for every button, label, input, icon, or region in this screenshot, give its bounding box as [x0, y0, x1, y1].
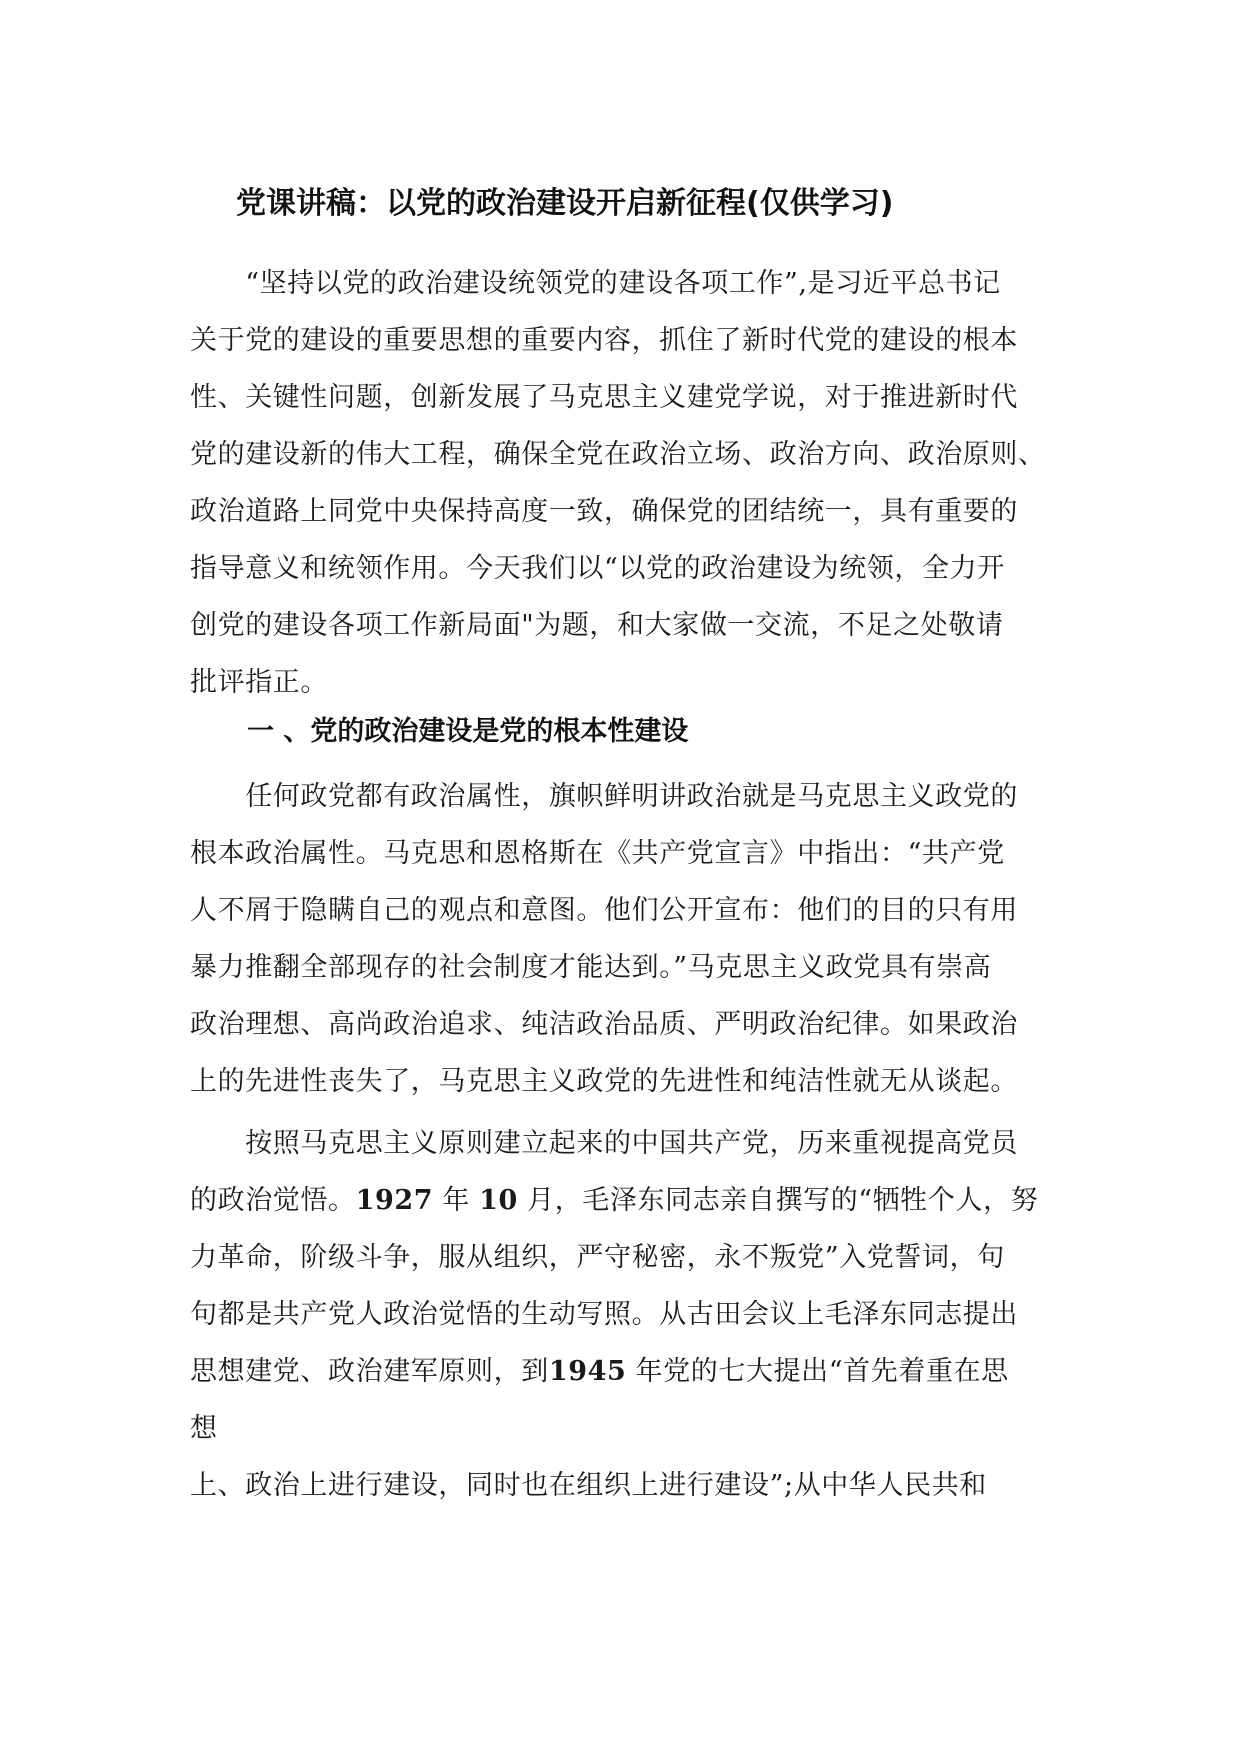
- paragraph-line: 暴力推翻全部现存的社会制度才能达到。”马克思主义政党具有崇高: [190, 952, 992, 983]
- year-number: 1927: [355, 1185, 434, 1216]
- paragraph-line: 关于党的建设的重要思想的重要内容，抓住了新时代党的建设的根本: [190, 325, 1018, 356]
- paragraph-line: 指导意义和统领作用。今天我们以“以党的政治建设为统领，全力开: [190, 553, 1005, 584]
- paragraph-line: 任何政党都有政治属性，旗帜鲜明讲政治就是马克思主义政党的: [190, 781, 1018, 812]
- intro-paragraph: [190, 255, 1060, 711]
- paragraph-line: “坚持以党的政治建设统领党的建设各项工作”,是习近平总书记: [190, 268, 1001, 299]
- paragraph-line: 创党的建设各项工作新局面"为题，和大家做一交流，不足之处敬请: [190, 610, 1004, 641]
- section-paragraph-1: [190, 768, 1060, 1110]
- paragraph-line: 批评指正。: [190, 667, 328, 698]
- paragraph-line: 句都是共产党人政治觉悟的生动写照。从古田会议上毛泽东同志提出: [190, 1299, 1018, 1330]
- paragraph-line: 力革命，阶级斗争，服从组织，严守秘密，永不叛党”入党誓词，句: [190, 1242, 1005, 1273]
- year-number: 1945: [548, 1356, 627, 1387]
- section-paragraph-2: [190, 1115, 1060, 1514]
- text-segment: 思想建党、政治建军原则，到: [190, 1356, 549, 1387]
- text-segment: 年: [433, 1185, 480, 1216]
- text-segment: 月，毛泽东同志亲自撰写的“牺牲个人，努: [517, 1185, 1039, 1216]
- paragraph-line: 党的建设新的伟大工程，确保全党在政治立场、政治方向、政治原则、: [190, 439, 1046, 470]
- month-number: 10: [479, 1185, 518, 1216]
- paragraph-line: 根本政治属性。马克思和恩格斯在《共产党宣言》中指出：“共产党: [190, 838, 1005, 869]
- paragraph-line: 政治理想、高尚政治追求、纯洁政治品质、严明政治纪律。如果政治: [190, 1009, 1018, 1040]
- paragraph-line: 按照马克思主义原则建立起来的中国共产党，历来重视提高党员: [190, 1128, 1018, 1159]
- paragraph-line: 人不屑于隐瞒自己的观点和意图。他们公开宣布：他们的目的只有用: [190, 895, 1018, 926]
- paragraph-line: [190, 1172, 1060, 1229]
- paragraph-line: [190, 1343, 1060, 1400]
- text-segment: 的政治觉悟。: [190, 1185, 356, 1216]
- paragraph-line: 性、关键性问题，创新发展了马克思主义建党学说，对于推进新时代: [190, 382, 1018, 413]
- paragraph-line: 上的先进性丧失了，马克思主义政党的先进性和纯洁性就无从谈起。: [190, 1066, 1018, 1097]
- paragraph-line: 想: [190, 1413, 218, 1444]
- paragraph-line: 上、政治上进行建设，同时也在组织上进行建设”;从中华人民共和: [190, 1470, 987, 1501]
- document-title: 党课讲稿：以党的政治建设开启新征程(仅供学习): [236, 186, 894, 221]
- section-heading: 一 、党的政治建设是党的根本性建设: [247, 716, 689, 747]
- paragraph-line: 政治道路上同党中央保持高度一致，确保党的团结统一，具有重要的: [190, 496, 1018, 527]
- text-segment: 年党的七大提出“首先着重在思: [626, 1356, 1009, 1387]
